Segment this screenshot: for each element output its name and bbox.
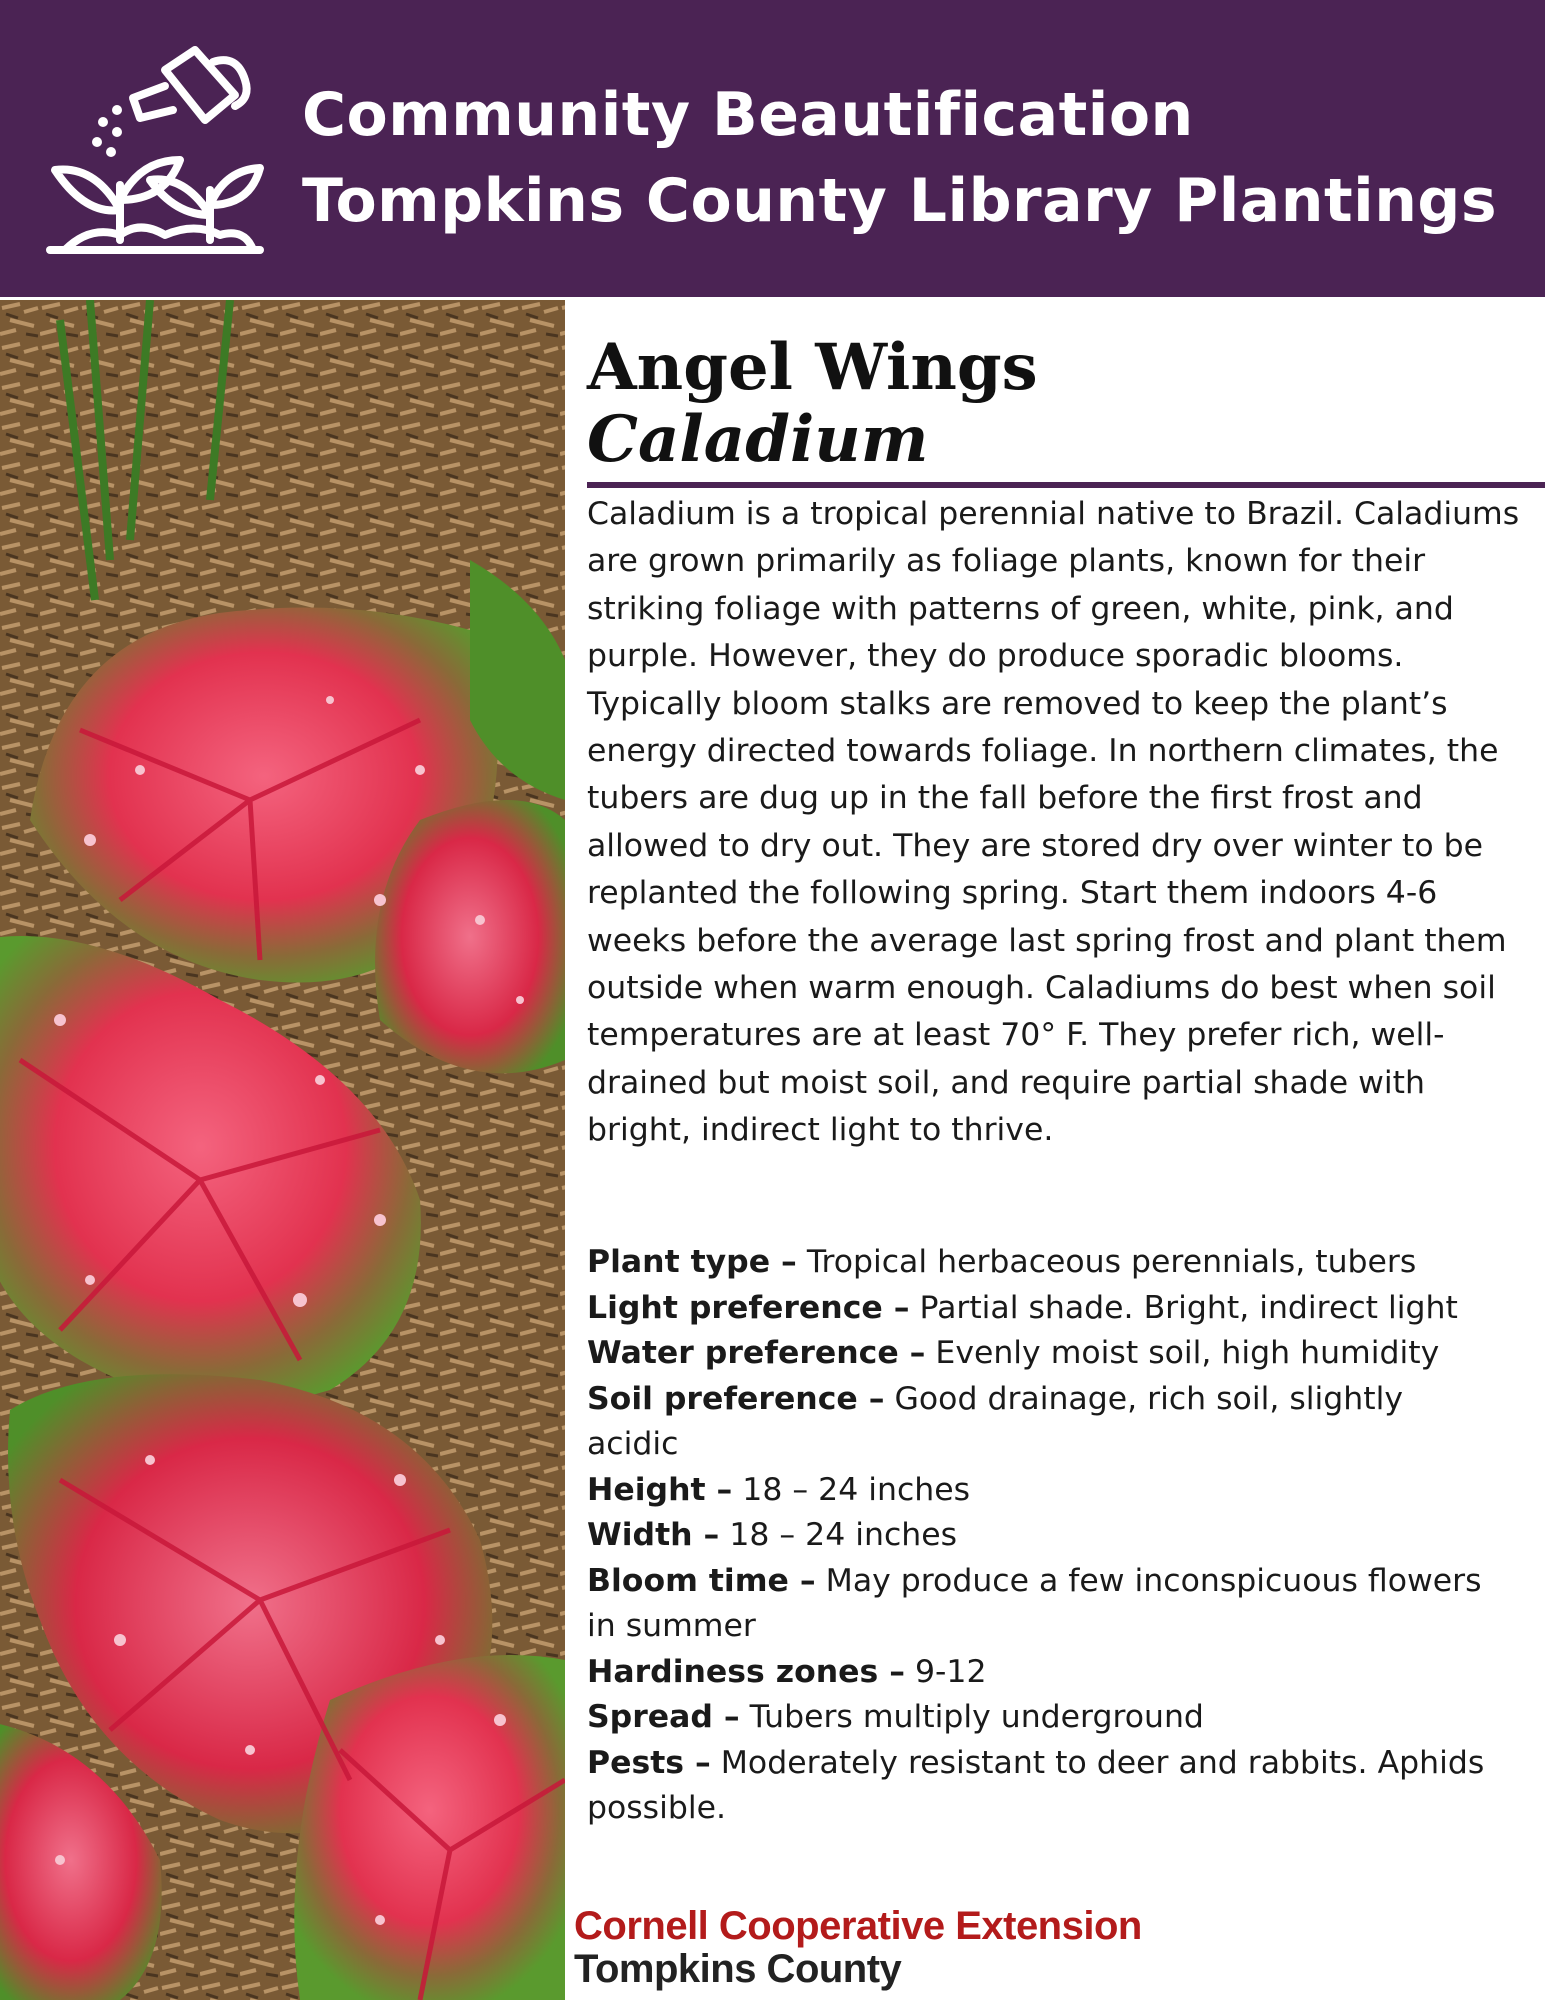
plant-common-name: Angel Wings [587, 330, 1038, 405]
fact-value: Partial shade. Bright, indirect light [919, 1289, 1458, 1326]
fact-value: May produce a few inconspicuous flowers in summer [587, 1562, 1482, 1644]
fact-soil-preference [587, 1377, 1487, 1468]
fact-pests [587, 1741, 1487, 1832]
plant-description: Caladium is a tropical perennial native to Brazil. Caladiums are grown primarily as foliage plants, known for their striking foliage with patterns of green, white, pink, and purple. However, they do produce sporadic blooms. Typically bloom stalks are removed to keep the plant’s energy directed towards foliage. In northern climates, the tubers are dug up in the fall before the first frost and allowed to dry out. They are stored dry over winter to be replanted the following spring. Start them indoors 4-6 weeks before the average last spring frost and plant them outside when warm enough. Caladiums do best when soil temperatures are at least 70° F. They prefer rich, well-drained but moist soil, and require partial shade with bright, indirect light to thrive. [587, 496, 1520, 1149]
fact-bloom-time [587, 1559, 1487, 1650]
fact-value: Tubers multiply underground [749, 1699, 1204, 1735]
plant-facts-list [587, 1240, 1487, 1832]
fact-label: Spread – [587, 1699, 740, 1735]
fact-label: Water preference – [587, 1335, 926, 1371]
fact-water-preference [587, 1331, 1487, 1377]
fact-label: Bloom time – [587, 1562, 816, 1599]
fact-spread [587, 1695, 1487, 1741]
footer-logo [574, 1905, 1142, 1991]
watering-can-seedlings-icon [45, 40, 265, 260]
fact-label: Hardiness zones – [587, 1653, 905, 1690]
org-name-line1: Cornell Cooperative Extension [574, 1904, 1142, 1948]
fact-height [587, 1468, 1487, 1514]
fact-label: Plant type – [587, 1244, 797, 1280]
caladium-leaves-photo [0, 300, 565, 2000]
header-titles [302, 72, 1497, 244]
fact-value: 18 – 24 inches [742, 1471, 971, 1508]
header-banner [0, 0, 1545, 297]
fact-light-preference [587, 1286, 1487, 1332]
fact-label: Light preference – [587, 1289, 910, 1326]
fact-plant-type [587, 1240, 1487, 1286]
fact-width [587, 1513, 1487, 1559]
org-name-line2: Tompkins County [574, 1947, 902, 1991]
heading-divider [587, 482, 1545, 488]
fact-label: Height – [587, 1471, 733, 1508]
fact-value: Moderately resistant to deer and rabbits. Aphids possible. [587, 1744, 1485, 1826]
fact-value: 9-12 [915, 1653, 987, 1690]
fact-value: 18 – 24 inches [729, 1517, 958, 1553]
fact-value: Tropical herbaceous perennials, tubers [806, 1244, 1417, 1280]
fact-label: Soil preference – [587, 1380, 885, 1417]
plant-botanical-name: Caladium [587, 402, 929, 477]
fact-label: Pests – [587, 1744, 711, 1781]
fact-label: Width – [587, 1517, 720, 1553]
plant-heading [587, 332, 1545, 476]
fact-value: Evenly moist soil, high humidity [935, 1335, 1440, 1371]
header-title-line2: Tompkins County Library Plantings [302, 166, 1498, 236]
header-title-line1: Community Beautification [302, 80, 1194, 150]
fact-value: Good drainage, rich soil, slightly acidic [587, 1380, 1403, 1462]
fact-hardiness-zones [587, 1650, 1487, 1696]
